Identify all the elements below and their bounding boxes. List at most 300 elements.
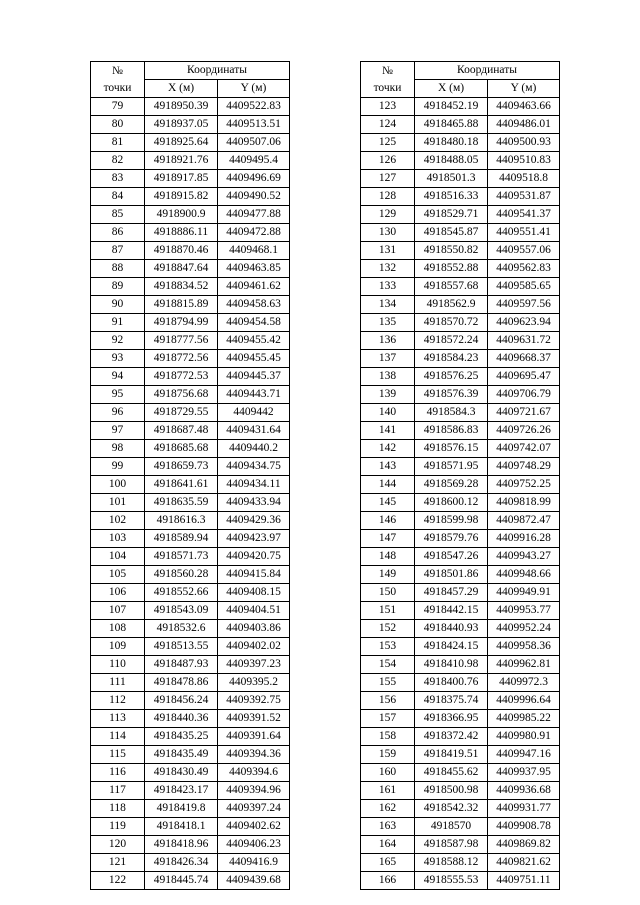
x-coordinate-cell: 4918480.18 — [415, 134, 488, 152]
point-number-cell: 124 — [361, 116, 415, 134]
point-number-header — [91, 62, 145, 98]
x-coordinate-cell: 4918635.59 — [145, 494, 218, 512]
y-coordinate-cell: 4409931.77 — [488, 800, 560, 818]
y-coordinate-cell: 4409821.62 — [488, 854, 560, 872]
y-coordinate-cell: 4409433.94 — [218, 494, 290, 512]
x-coordinate-cell: 4918550.82 — [415, 242, 488, 260]
x-coordinate-cell: 4918500.98 — [415, 782, 488, 800]
table-row — [91, 710, 290, 728]
x-coordinate-cell: 4918579.76 — [415, 530, 488, 548]
x-coordinate-cell: 4918772.53 — [145, 368, 218, 386]
y-coordinate-cell: 4409403.86 — [218, 620, 290, 638]
point-number-cell: 94 — [91, 368, 145, 386]
point-number-cell: 81 — [91, 134, 145, 152]
point-number-cell: 106 — [91, 584, 145, 602]
table-row — [91, 620, 290, 638]
y-coordinate-cell: 4409500.93 — [488, 134, 560, 152]
x-coordinate-cell: 4918560.28 — [145, 566, 218, 584]
table-row — [361, 206, 560, 224]
x-coordinate-cell: 4918557.68 — [415, 278, 488, 296]
x-coordinate-cell: 4918513.55 — [145, 638, 218, 656]
point-number-cell: 158 — [361, 728, 415, 746]
y-coordinate-cell: 4409454.58 — [218, 314, 290, 332]
table-body-right — [361, 98, 560, 890]
table-row — [361, 602, 560, 620]
table-row — [91, 566, 290, 584]
table-row — [361, 332, 560, 350]
table-row — [361, 98, 560, 116]
point-number-cell: 141 — [361, 422, 415, 440]
table-row — [91, 332, 290, 350]
table-row — [361, 476, 560, 494]
y-coordinate-cell: 4409416.9 — [218, 854, 290, 872]
x-coordinate-cell: 4918487.93 — [145, 656, 218, 674]
point-number-cell: 151 — [361, 602, 415, 620]
y-coordinate-cell: 4409402.02 — [218, 638, 290, 656]
y-coordinate-cell: 4409477.88 — [218, 206, 290, 224]
table-row — [361, 116, 560, 134]
y-coordinate-cell: 4409818.99 — [488, 494, 560, 512]
table-row — [361, 854, 560, 872]
point-number-cell: 101 — [91, 494, 145, 512]
x-coordinate-cell: 4918641.61 — [145, 476, 218, 494]
x-column-header: X (м) — [145, 80, 218, 98]
y-coordinate-cell: 4409949.91 — [488, 584, 560, 602]
y-coordinate-cell: 4409486.01 — [488, 116, 560, 134]
x-coordinate-cell: 4918452.19 — [415, 98, 488, 116]
y-coordinate-cell: 4409869.82 — [488, 836, 560, 854]
x-coordinate-cell: 4918516.33 — [415, 188, 488, 206]
table-row — [361, 134, 560, 152]
y-coordinate-cell: 4409391.64 — [218, 728, 290, 746]
point-number-cell: 86 — [91, 224, 145, 242]
y-coordinate-cell: 4409557.06 — [488, 242, 560, 260]
point-number-cell: 93 — [91, 350, 145, 368]
y-coordinate-cell: 4409953.77 — [488, 602, 560, 620]
table-row — [91, 818, 290, 836]
table-row — [91, 206, 290, 224]
y-coordinate-cell: 4409404.51 — [218, 602, 290, 620]
point-number-cell: 128 — [361, 188, 415, 206]
point-number-cell: 103 — [91, 530, 145, 548]
table-row — [91, 422, 290, 440]
table-row — [361, 494, 560, 512]
y-coordinate-cell: 4409392.75 — [218, 692, 290, 710]
x-coordinate-cell: 4918685.68 — [145, 440, 218, 458]
x-coordinate-cell: 4918570.72 — [415, 314, 488, 332]
y-coordinate-cell: 4409952.24 — [488, 620, 560, 638]
table-row — [91, 692, 290, 710]
coordinates-header: Координаты — [145, 62, 290, 80]
point-number-cell: 120 — [91, 836, 145, 854]
y-coordinate-cell: 4409394.96 — [218, 782, 290, 800]
table-row — [91, 98, 290, 116]
x-coordinate-cell: 4918659.73 — [145, 458, 218, 476]
table-row — [361, 512, 560, 530]
point-number-cell: 105 — [91, 566, 145, 584]
table-row — [361, 296, 560, 314]
x-coordinate-cell: 4918576.15 — [415, 440, 488, 458]
y-coordinate-cell: 4409947.16 — [488, 746, 560, 764]
table-row — [361, 548, 560, 566]
point-number-cell: 98 — [91, 440, 145, 458]
x-coordinate-cell: 4918435.25 — [145, 728, 218, 746]
y-coordinate-cell: 4409408.15 — [218, 584, 290, 602]
x-column-header: X (м) — [415, 80, 488, 98]
y-coordinate-cell: 4409455.42 — [218, 332, 290, 350]
x-coordinate-cell: 4918937.05 — [145, 116, 218, 134]
table-row — [91, 188, 290, 206]
x-coordinate-cell: 4918772.56 — [145, 350, 218, 368]
table-row — [91, 404, 290, 422]
table-row — [91, 260, 290, 278]
table-row — [91, 278, 290, 296]
y-coordinate-cell: 4409463.66 — [488, 98, 560, 116]
y-coordinate-cell: 4409748.29 — [488, 458, 560, 476]
y-coordinate-cell: 4409513.51 — [218, 116, 290, 134]
y-coordinate-cell: 4409420.75 — [218, 548, 290, 566]
point-number-cell: 164 — [361, 836, 415, 854]
x-coordinate-cell: 4918529.71 — [415, 206, 488, 224]
table-row — [91, 476, 290, 494]
x-coordinate-cell: 4918571.95 — [415, 458, 488, 476]
point-number-cell: 99 — [91, 458, 145, 476]
y-coordinate-cell: 4409706.79 — [488, 386, 560, 404]
y-coordinate-cell: 4409623.94 — [488, 314, 560, 332]
table-row — [361, 620, 560, 638]
y-coordinate-cell: 4409496.69 — [218, 170, 290, 188]
point-number-header — [361, 62, 415, 98]
point-number-cell: 97 — [91, 422, 145, 440]
y-coordinate-cell: 4409461.62 — [218, 278, 290, 296]
y-coordinate-cell: 4409490.52 — [218, 188, 290, 206]
x-coordinate-cell: 4918440.93 — [415, 620, 488, 638]
point-number-cell: 89 — [91, 278, 145, 296]
point-number-cell: 102 — [91, 512, 145, 530]
table-row — [91, 152, 290, 170]
y-coordinate-cell: 4409916.28 — [488, 530, 560, 548]
y-coordinate-cell: 4409936.68 — [488, 782, 560, 800]
x-coordinate-cell: 4918400.76 — [415, 674, 488, 692]
x-coordinate-cell: 4918532.6 — [145, 620, 218, 638]
point-number-cell: 123 — [361, 98, 415, 116]
table-row — [91, 800, 290, 818]
table-row — [361, 764, 560, 782]
x-coordinate-cell: 4918488.05 — [415, 152, 488, 170]
table-row — [361, 674, 560, 692]
x-coordinate-cell: 4918465.88 — [415, 116, 488, 134]
table-row — [91, 746, 290, 764]
point-number-cell: 147 — [361, 530, 415, 548]
x-coordinate-cell: 4918375.74 — [415, 692, 488, 710]
y-coordinate-cell: 4409585.65 — [488, 278, 560, 296]
coordinates-table-right — [360, 61, 560, 890]
table-row — [361, 458, 560, 476]
x-coordinate-cell: 4918687.48 — [145, 422, 218, 440]
x-coordinate-cell: 4918545.87 — [415, 224, 488, 242]
x-coordinate-cell: 4918600.12 — [415, 494, 488, 512]
point-number-cell: 100 — [91, 476, 145, 494]
y-coordinate-cell: 4409442 — [218, 404, 290, 422]
y-coordinate-cell: 4409551.41 — [488, 224, 560, 242]
y-coordinate-cell: 4409439.68 — [218, 872, 290, 890]
y-coordinate-cell: 4409726.26 — [488, 422, 560, 440]
point-number-cell: 119 — [91, 818, 145, 836]
point-number-cell: 153 — [361, 638, 415, 656]
number-sign-label: № — [112, 64, 123, 77]
table-row — [91, 350, 290, 368]
y-coordinate-cell: 4409495.4 — [218, 152, 290, 170]
y-coordinate-cell: 4409597.56 — [488, 296, 560, 314]
x-coordinate-cell: 4918950.39 — [145, 98, 218, 116]
table-row — [361, 350, 560, 368]
point-number-cell: 112 — [91, 692, 145, 710]
x-coordinate-cell: 4918419.51 — [415, 746, 488, 764]
point-number-cell: 121 — [91, 854, 145, 872]
y-coordinate-cell: 4409397.24 — [218, 800, 290, 818]
points-label: точки — [103, 81, 132, 94]
point-number-cell: 129 — [361, 206, 415, 224]
point-number-cell: 90 — [91, 296, 145, 314]
y-coordinate-cell: 4409507.06 — [218, 134, 290, 152]
table-row — [91, 656, 290, 674]
x-coordinate-cell: 4918756.68 — [145, 386, 218, 404]
table-row — [91, 530, 290, 548]
y-coordinate-cell: 4409541.37 — [488, 206, 560, 224]
x-coordinate-cell: 4918572.24 — [415, 332, 488, 350]
y-column-header: Y (м) — [488, 80, 560, 98]
x-coordinate-cell: 4918478.86 — [145, 674, 218, 692]
x-coordinate-cell: 4918542.32 — [415, 800, 488, 818]
x-coordinate-cell: 4918569.28 — [415, 476, 488, 494]
x-coordinate-cell: 4918552.88 — [415, 260, 488, 278]
table-row — [361, 818, 560, 836]
y-coordinate-cell: 4409394.6 — [218, 764, 290, 782]
y-coordinate-cell: 4409445.37 — [218, 368, 290, 386]
table-row — [91, 224, 290, 242]
x-coordinate-cell: 4918576.25 — [415, 368, 488, 386]
x-coordinate-cell: 4918410.98 — [415, 656, 488, 674]
x-coordinate-cell: 4918616.3 — [145, 512, 218, 530]
point-number-cell: 156 — [361, 692, 415, 710]
table-row — [361, 260, 560, 278]
x-coordinate-cell: 4918900.9 — [145, 206, 218, 224]
point-number-cell: 113 — [91, 710, 145, 728]
point-number-cell: 96 — [91, 404, 145, 422]
y-coordinate-cell: 4409872.47 — [488, 512, 560, 530]
table-row — [91, 728, 290, 746]
table-row — [361, 656, 560, 674]
point-number-cell: 122 — [91, 872, 145, 890]
y-coordinate-cell: 4409468.1 — [218, 242, 290, 260]
point-number-cell: 157 — [361, 710, 415, 728]
x-coordinate-cell: 4918570 — [415, 818, 488, 836]
y-column-header: Y (м) — [218, 80, 290, 98]
table-row — [91, 170, 290, 188]
number-sign-label: № — [382, 64, 393, 77]
table-row — [361, 692, 560, 710]
y-coordinate-cell: 4409985.22 — [488, 710, 560, 728]
y-coordinate-cell: 4409518.8 — [488, 170, 560, 188]
x-coordinate-cell: 4918418.96 — [145, 836, 218, 854]
point-number-cell: 130 — [361, 224, 415, 242]
x-coordinate-cell: 4918418.1 — [145, 818, 218, 836]
point-number-cell: 139 — [361, 386, 415, 404]
point-number-cell: 145 — [361, 494, 415, 512]
point-number-cell: 149 — [361, 566, 415, 584]
x-coordinate-cell: 4918917.85 — [145, 170, 218, 188]
point-number-cell: 143 — [361, 458, 415, 476]
y-coordinate-cell: 4409455.45 — [218, 350, 290, 368]
point-number-cell: 110 — [91, 656, 145, 674]
x-coordinate-cell: 4918815.89 — [145, 296, 218, 314]
point-number-cell: 125 — [361, 134, 415, 152]
x-coordinate-cell: 4918430.49 — [145, 764, 218, 782]
point-number-cell: 136 — [361, 332, 415, 350]
point-number-cell: 127 — [361, 170, 415, 188]
y-coordinate-cell: 4409391.52 — [218, 710, 290, 728]
table-row — [361, 152, 560, 170]
y-coordinate-cell: 4409440.2 — [218, 440, 290, 458]
table-row — [361, 278, 560, 296]
point-number-cell: 79 — [91, 98, 145, 116]
table-row — [91, 368, 290, 386]
x-coordinate-cell: 4918794.99 — [145, 314, 218, 332]
point-number-cell: 144 — [361, 476, 415, 494]
x-coordinate-cell: 4918599.98 — [415, 512, 488, 530]
point-number-cell: 150 — [361, 584, 415, 602]
table-row — [91, 314, 290, 332]
y-coordinate-cell: 4409395.2 — [218, 674, 290, 692]
y-coordinate-cell: 4409742.07 — [488, 440, 560, 458]
table-row — [91, 116, 290, 134]
table-row — [361, 170, 560, 188]
point-number-cell: 162 — [361, 800, 415, 818]
point-number-cell: 155 — [361, 674, 415, 692]
y-coordinate-cell: 4409943.27 — [488, 548, 560, 566]
point-number-cell: 140 — [361, 404, 415, 422]
table-row — [361, 872, 560, 890]
x-coordinate-cell: 4918501.86 — [415, 566, 488, 584]
y-coordinate-cell: 4409972.3 — [488, 674, 560, 692]
table-row — [91, 872, 290, 890]
x-coordinate-cell: 4918445.74 — [145, 872, 218, 890]
x-coordinate-cell: 4918426.34 — [145, 854, 218, 872]
table-row — [91, 764, 290, 782]
point-number-cell: 111 — [91, 674, 145, 692]
table-row — [361, 782, 560, 800]
point-number-cell: 152 — [361, 620, 415, 638]
coordinates-table-left — [90, 61, 290, 890]
point-number-cell: 138 — [361, 368, 415, 386]
point-number-cell: 107 — [91, 602, 145, 620]
x-coordinate-cell: 4918543.09 — [145, 602, 218, 620]
point-number-cell: 83 — [91, 170, 145, 188]
table-row — [91, 386, 290, 404]
y-coordinate-cell: 4409443.71 — [218, 386, 290, 404]
x-coordinate-cell: 4918777.56 — [145, 332, 218, 350]
point-number-cell: 161 — [361, 782, 415, 800]
table-row — [91, 440, 290, 458]
x-coordinate-cell: 4918456.24 — [145, 692, 218, 710]
table-body-left — [91, 98, 290, 890]
point-number-cell: 114 — [91, 728, 145, 746]
table-row — [361, 728, 560, 746]
table-row — [361, 566, 560, 584]
table-row — [91, 584, 290, 602]
x-coordinate-cell: 4918419.8 — [145, 800, 218, 818]
point-number-cell: 115 — [91, 746, 145, 764]
table-row — [91, 638, 290, 656]
point-number-cell: 135 — [361, 314, 415, 332]
y-coordinate-cell: 4409423.97 — [218, 530, 290, 548]
point-number-cell: 85 — [91, 206, 145, 224]
table-row — [91, 242, 290, 260]
point-number-cell: 137 — [361, 350, 415, 368]
x-coordinate-cell: 4918440.36 — [145, 710, 218, 728]
x-coordinate-cell: 4918555.53 — [415, 872, 488, 890]
y-coordinate-cell: 4409522.83 — [218, 98, 290, 116]
point-number-cell: 166 — [361, 872, 415, 890]
x-coordinate-cell: 4918576.39 — [415, 386, 488, 404]
y-coordinate-cell: 4409463.85 — [218, 260, 290, 278]
point-number-cell: 80 — [91, 116, 145, 134]
point-number-cell: 95 — [91, 386, 145, 404]
table-row — [91, 674, 290, 692]
point-number-cell: 142 — [361, 440, 415, 458]
point-number-cell: 91 — [91, 314, 145, 332]
table-row — [361, 836, 560, 854]
point-number-cell: 84 — [91, 188, 145, 206]
x-coordinate-cell: 4918442.15 — [415, 602, 488, 620]
points-label: точки — [373, 81, 402, 94]
x-coordinate-cell: 4918552.66 — [145, 584, 218, 602]
table-row — [361, 440, 560, 458]
y-coordinate-cell: 4409406.23 — [218, 836, 290, 854]
table-row — [361, 710, 560, 728]
table-row — [91, 854, 290, 872]
table-row — [91, 602, 290, 620]
x-coordinate-cell: 4918729.55 — [145, 404, 218, 422]
point-number-cell: 132 — [361, 260, 415, 278]
x-coordinate-cell: 4918586.83 — [415, 422, 488, 440]
y-coordinate-cell: 4409415.84 — [218, 566, 290, 584]
x-coordinate-cell: 4918834.52 — [145, 278, 218, 296]
table-row — [361, 584, 560, 602]
point-number-cell: 109 — [91, 638, 145, 656]
y-coordinate-cell: 4409397.23 — [218, 656, 290, 674]
table-row — [361, 800, 560, 818]
y-coordinate-cell: 4409721.67 — [488, 404, 560, 422]
y-coordinate-cell: 4409695.47 — [488, 368, 560, 386]
table-row — [91, 512, 290, 530]
point-number-cell: 159 — [361, 746, 415, 764]
y-coordinate-cell: 4409510.83 — [488, 152, 560, 170]
x-coordinate-cell: 4918925.64 — [145, 134, 218, 152]
x-coordinate-cell: 4918372.42 — [415, 728, 488, 746]
point-number-cell: 154 — [361, 656, 415, 674]
x-coordinate-cell: 4918584.23 — [415, 350, 488, 368]
y-coordinate-cell: 4409962.81 — [488, 656, 560, 674]
y-coordinate-cell: 4409752.25 — [488, 476, 560, 494]
y-coordinate-cell: 4409429.36 — [218, 512, 290, 530]
table-row — [361, 530, 560, 548]
y-coordinate-cell: 4409562.83 — [488, 260, 560, 278]
point-number-cell: 148 — [361, 548, 415, 566]
point-number-cell: 118 — [91, 800, 145, 818]
y-coordinate-cell: 4409431.64 — [218, 422, 290, 440]
y-coordinate-cell: 4409631.72 — [488, 332, 560, 350]
